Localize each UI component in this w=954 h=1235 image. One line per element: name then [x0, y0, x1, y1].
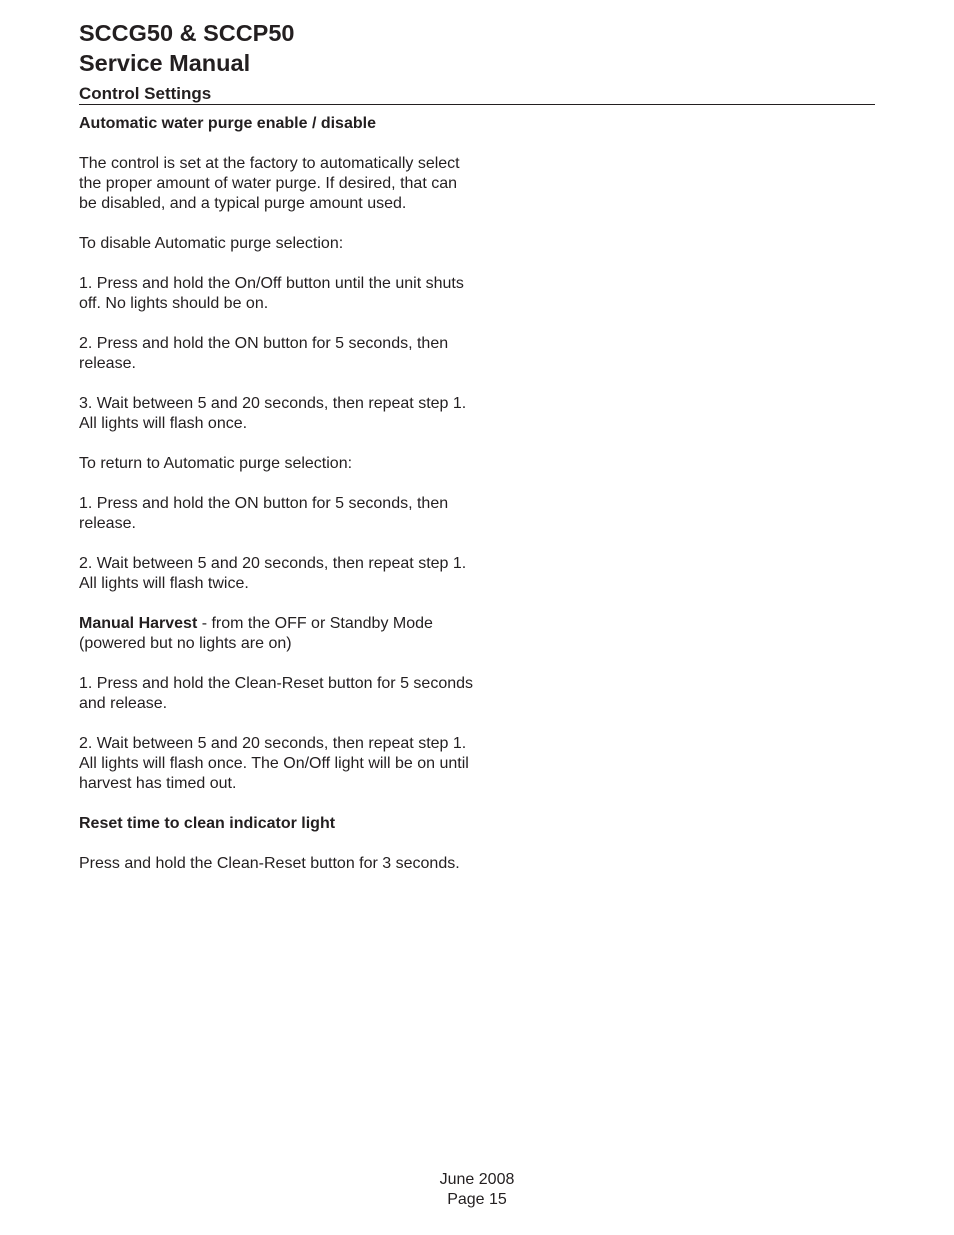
- return-step-1: 1. Press and hold the ON button for 5 seconds, then release.: [79, 495, 449, 532]
- document-title-line2: Service Manual: [79, 50, 251, 76]
- heading-purge: Automatic water purge enable / disable: [79, 115, 376, 132]
- footer-date: June 2008: [439, 1171, 515, 1188]
- disable-step-2: 2. Press and hold the ON button for 5 seconds, then release.: [79, 335, 449, 372]
- footer-page-number: Page 15: [447, 1191, 507, 1208]
- paragraph-intro: The control is set at the factory to automatically select the proper amount of water purge. If desired, that can be disabled, and a typical purge amount used.: [79, 155, 460, 212]
- disable-step-1: 1. Press and hold the On/Off button until the unit shuts off. No lights should be on.: [79, 275, 464, 312]
- manual-harvest-label: Manual Harvest: [79, 615, 198, 632]
- harvest-step-1: 1. Press and hold the Clean-Reset button for 5 seconds and release.: [79, 675, 474, 712]
- heading-reset: Reset time to clean indicator light: [79, 815, 336, 832]
- return-step-2: 2. Wait between 5 and 20 seconds, then repeat step 1. All lights will flash twice.: [79, 555, 467, 592]
- page-footer: [0, 1170, 954, 1210]
- manual-harvest-text: - from the OFF or Standby Mode (powered but no lights are on): [79, 615, 433, 652]
- paragraph-manual-harvest: [79, 614, 479, 654]
- paragraph-disable-intro: To disable Automatic purge selection:: [79, 235, 344, 252]
- paragraph-return-intro: To return to Automatic purge selection:: [79, 455, 353, 472]
- section-title: Control Settings: [79, 84, 212, 103]
- document-header: [79, 18, 875, 78]
- harvest-step-2: 2. Wait between 5 and 20 seconds, then repeat step 1. All lights will flash once. The On/Off light will be on until harvest has timed out.: [79, 735, 469, 792]
- section-header: [79, 82, 875, 105]
- main-content: [79, 114, 479, 894]
- paragraph-reset: Press and hold the Clean-Reset button for 3 seconds.: [79, 855, 460, 872]
- disable-step-3: 3. Wait between 5 and 20 seconds, then repeat step 1. All lights will flash once.: [79, 395, 467, 432]
- document-title-line1: SCCG50 & SCCP50: [79, 20, 295, 46]
